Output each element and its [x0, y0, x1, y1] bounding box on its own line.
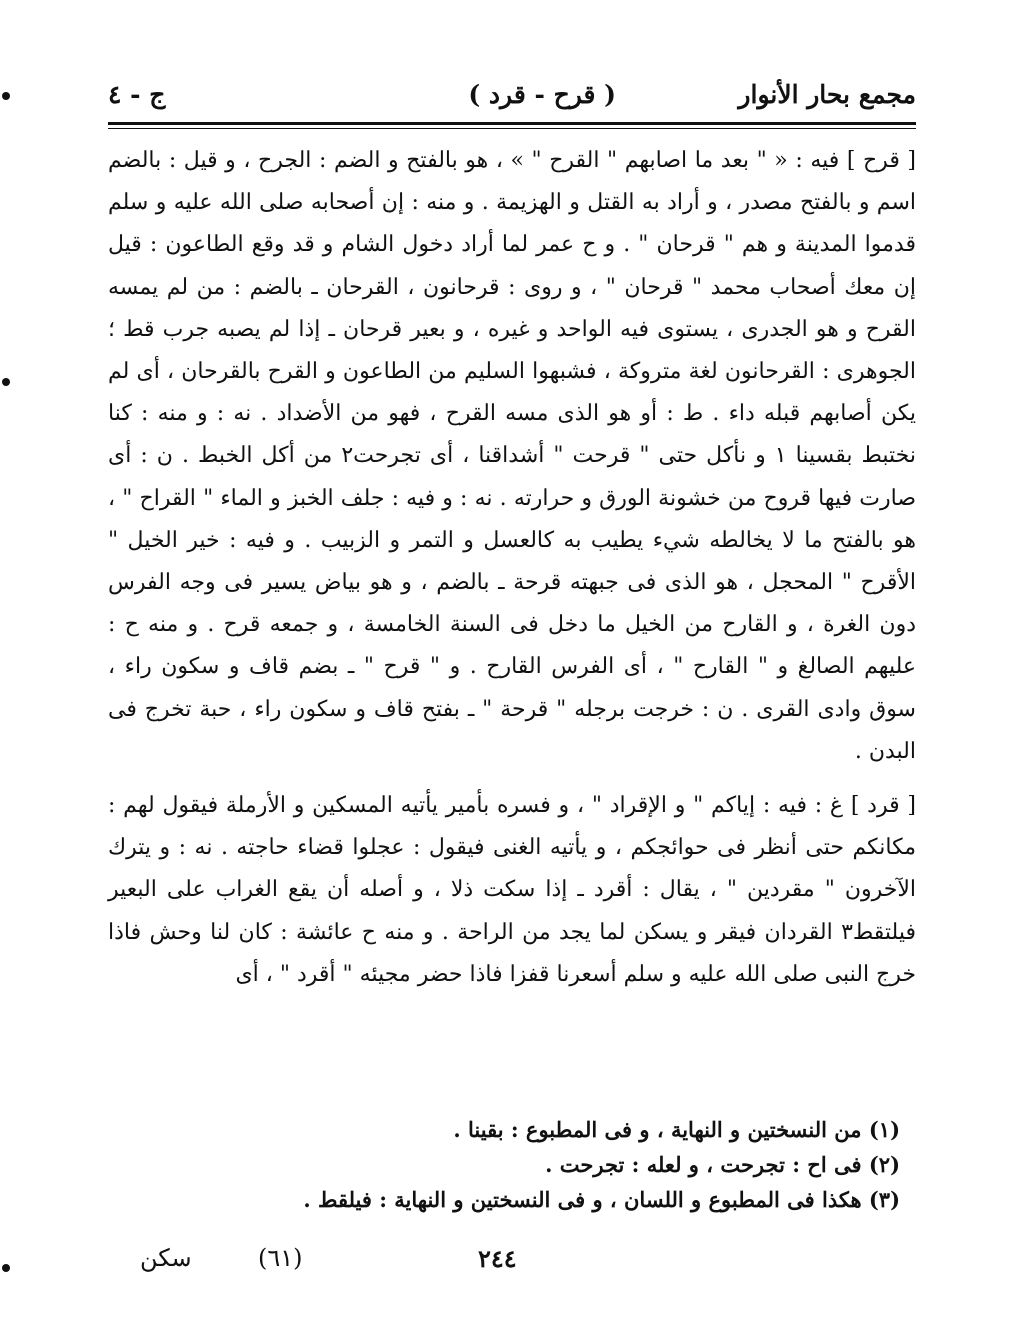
- entry-qard: [ قرد ] غ : فيه : إياكم " و الإقراد " ، و فسره بأمير يأتيه المسكين و الأرملة فيقول لهم : مكانكم حتى أنظر فى حوائجكم ، و يأتيه الغنى فيقول : عجلوا قضاء حاجته . نه : و يترك الآخرون " مقردين " ، يقال : أقرد ـ إذا سكت ذلا ، و أصله أن يقع الغراب على البعير فيلتقط٣ القردان فيقر و يسكن لما يجد من الراحة . و منه ح عائشة : كان لنا وحش فاذا خرج النبى صلى الله عليه و سلم أسعرنا قفزا فاذا حضر مجيئه " أقرد " ، أى: [108, 793, 916, 987]
- main-text: [108, 140, 916, 996]
- section-heading: ( قرح - قرد ): [468, 80, 616, 109]
- margin-mark: [2, 378, 10, 386]
- catchword: سكن: [140, 1244, 192, 1272]
- margin-mark: [2, 92, 10, 100]
- footnote-3: (٣) هكذا فى المطبوع و اللسان ، و فى النسختين و النهاية : فيلقط .: [303, 1187, 900, 1212]
- entry-qarh: [ قرح ] فيه : « " بعد ما اصابهم " القرح " » ، هو بالفتح و الضم : الجرح ، و قيل : بالضم اسم و بالفتح مصدر ، و أراد به القتل و الهزيمة . و منه : إن أصحابه صلى الله عليه و سلم قدموا المدينة و هم " قرحان " . و ح عمر لما أراد دخول الشام و قد وقع الطاعون : قيل إن معك أصحاب محمد " قرحان " ، و روى : قرحانون ، القرحان ـ بالضم : من لم يمسه القرح و هو الجدرى ، يستوى فيه الواحد و غيره ، و بعير قرحان ـ إذا لم يصبه جرب قط ؛ الجوهرى : القرحانون لغة متروكة ، فشبهوا السليم من الطاعون و القرح بالقرحان ، أى لم يكن أصابهم قبله داء . ط : أو هو الذى مسه القرح ، فهو من الأضداد . نه : و منه : كنا نختبط بقسينا ١ و نأكل حتى " قرحت " أشداقنا ، أى تجرحت٢ من أكل الخبط . ن : أى صارت فيها قروح من خشونة الورق و حرارته . نه : و فيه : جلف الخبز و الماء " القراح " ، هو بالفتح ما لا يخالطه شيء يطيب به كالعسل و التمر و الزبيب . و فيه : خير الخيل " الأقرح " المحجل ، هو الذى فى جبهته قرحة ـ بالضم ، و هو بياض يسير فى وجه الفرس دون الغرة ، و القارح من الخيل ما دخل فى السنة الخامسة ، و جمعه قرح . و منه ح : عليهم الصالغ و " القارح " ، أى الفرس القارح . و " قرح " ـ بضم قاف و سكون راء ، سوق وادى القرى . ن : خرجت برجله " قرحة " ـ بفتح قاف و سكون راء ، حبة تخرج فى البدن .: [108, 148, 916, 764]
- footnotes: [300, 1112, 900, 1217]
- footnote-2: (٢) فى اح : تجرحت ، و لعله : تجرحت .: [545, 1152, 900, 1177]
- header-rule-thick: [108, 122, 916, 125]
- page-number: ٢٤٤: [478, 1244, 517, 1273]
- running-header: [108, 76, 916, 120]
- book-title: مجمع بحار الأنوار: [738, 80, 916, 109]
- alt-page-number: (٦١): [258, 1244, 303, 1272]
- header-rule-thin: [108, 128, 916, 129]
- volume-label: ج - ٤: [108, 80, 166, 109]
- margin-mark: [2, 1264, 10, 1272]
- footnote-1: (١) من النسختين و النهاية ، و فى المطبوع : بقينا .: [453, 1117, 900, 1142]
